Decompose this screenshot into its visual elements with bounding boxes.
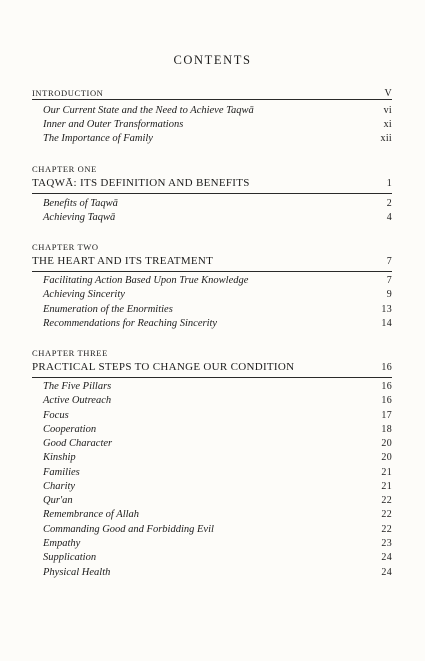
toc-entry-text: Active Outreach — [43, 395, 112, 406]
toc-entry[interactable] — [43, 303, 392, 317]
toc-entry[interactable] — [43, 211, 392, 225]
toc-entry[interactable] — [43, 104, 392, 118]
toc-page-number: 22 — [381, 524, 392, 535]
toc-page-number: 7 — [386, 256, 392, 267]
toc-page-number: 21 — [381, 481, 392, 492]
toc-entry[interactable] — [43, 437, 392, 451]
toc-page-number: 9 — [386, 289, 392, 300]
toc-page-number: V — [384, 88, 392, 99]
toc-entry[interactable] — [43, 394, 392, 408]
toc-entry[interactable] — [43, 566, 392, 580]
toc-page-number: 18 — [381, 424, 392, 435]
toc-entry-text: Inner and Outer Transformations — [43, 119, 184, 130]
toc-entry-text: Our Current State and the Need to Achieve Taqwā — [43, 105, 254, 116]
toc-entry[interactable] — [43, 466, 392, 480]
toc-page-number: vi — [383, 105, 392, 116]
toc-entry-text: Facilitating Action Based Upon True Knowledge — [43, 275, 249, 286]
toc-entry-text: The Five Pillars — [43, 381, 112, 392]
toc-entry[interactable] — [43, 523, 392, 537]
toc-page-number: 16 — [381, 381, 392, 392]
chapter-heading: THE HEART AND ITS TREATMENT — [32, 255, 214, 267]
toc-entry-text: Commanding Good and Forbidding Evil — [43, 524, 214, 535]
toc-page-number: 1 — [386, 178, 392, 189]
toc-entry-text: Qur'an — [43, 495, 73, 506]
toc-page-number: 24 — [381, 552, 392, 563]
toc-entry[interactable] — [43, 132, 392, 146]
toc-entry-text: Physical Health — [43, 567, 111, 578]
toc-page-number: 22 — [381, 509, 392, 520]
toc-entry-text: Good Character — [43, 438, 113, 449]
chapter-heading: TAQWĀ: ITS DEFINITION AND BENEFITS — [32, 177, 250, 189]
toc-page-number: 23 — [381, 538, 392, 549]
toc-page-number: 24 — [381, 567, 392, 578]
toc-page-number: 20 — [381, 452, 392, 463]
divider — [32, 99, 392, 100]
chapter-label: CHAPTER TWO — [32, 242, 99, 252]
toc-entry[interactable] — [43, 537, 392, 551]
toc-entry-text: Kinship — [43, 452, 76, 463]
toc-page-number: 2 — [386, 198, 392, 209]
toc-page-number: 16 — [381, 362, 392, 373]
toc-entry-text: Empathy — [43, 538, 81, 549]
toc-entry[interactable] — [43, 409, 392, 423]
toc-entry[interactable] — [43, 274, 392, 288]
chapter-label: CHAPTER ONE — [32, 164, 97, 174]
toc-entry[interactable] — [43, 480, 392, 494]
toc-entry[interactable] — [43, 317, 392, 331]
toc-entry[interactable] — [43, 380, 392, 394]
toc-page-number: xi — [383, 119, 392, 130]
toc-entry-text: Recommendations for Reaching Sincerity — [43, 318, 218, 329]
toc-entry-text: Achieving Sincerity — [43, 289, 125, 300]
toc-entry-text: Remembrance of Allah — [43, 509, 140, 520]
toc-entry-text: Enumeration of the Enormities — [43, 304, 173, 315]
chapter-heading: PRACTICAL STEPS TO CHANGE OUR CONDITION — [32, 361, 295, 373]
toc-page-number: 14 — [381, 318, 392, 329]
toc-entry-text: Supplication — [43, 552, 97, 563]
toc-entry-label: INTRODUCTION — [32, 88, 104, 98]
toc-page-number: 21 — [381, 467, 392, 478]
toc-page-number: 20 — [381, 438, 392, 449]
chapter-label: CHAPTER THREE — [32, 348, 108, 358]
toc-page-number: 13 — [381, 304, 392, 315]
toc-entry[interactable] — [43, 494, 392, 508]
toc-page-number: 7 — [386, 275, 392, 286]
divider — [32, 377, 392, 378]
toc-entry-text: Achieving Taqwā — [43, 212, 116, 223]
toc-page-number: 4 — [386, 212, 392, 223]
toc-entry-text: Cooperation — [43, 424, 97, 435]
toc-page-number: 17 — [381, 410, 392, 421]
toc-entry-text: Focus — [43, 410, 69, 421]
toc-entry[interactable] — [43, 118, 392, 132]
toc-entry[interactable] — [43, 197, 392, 211]
toc-entry[interactable] — [43, 288, 392, 302]
toc-entry[interactable] — [43, 451, 392, 465]
toc-page-number: 22 — [381, 495, 392, 506]
chapter-heading-entry[interactable] — [32, 255, 392, 267]
toc-entry[interactable] — [43, 551, 392, 565]
divider — [32, 271, 392, 272]
page-title: CONTENTS — [173, 53, 252, 67]
toc-entry[interactable] — [43, 508, 392, 522]
toc-entry-text: Charity — [43, 481, 76, 492]
toc-page-number: xii — [380, 133, 392, 144]
chapter-heading-entry[interactable] — [32, 361, 392, 373]
toc-page-number: 16 — [381, 395, 392, 406]
toc-entry-text: Families — [43, 467, 80, 478]
toc-entry-text: The Importance of Family — [43, 133, 153, 144]
toc-entry[interactable] — [43, 423, 392, 437]
chapter-heading-entry[interactable] — [32, 177, 392, 189]
toc-entry-text: Benefits of Taqwā — [43, 198, 118, 209]
divider — [32, 193, 392, 194]
